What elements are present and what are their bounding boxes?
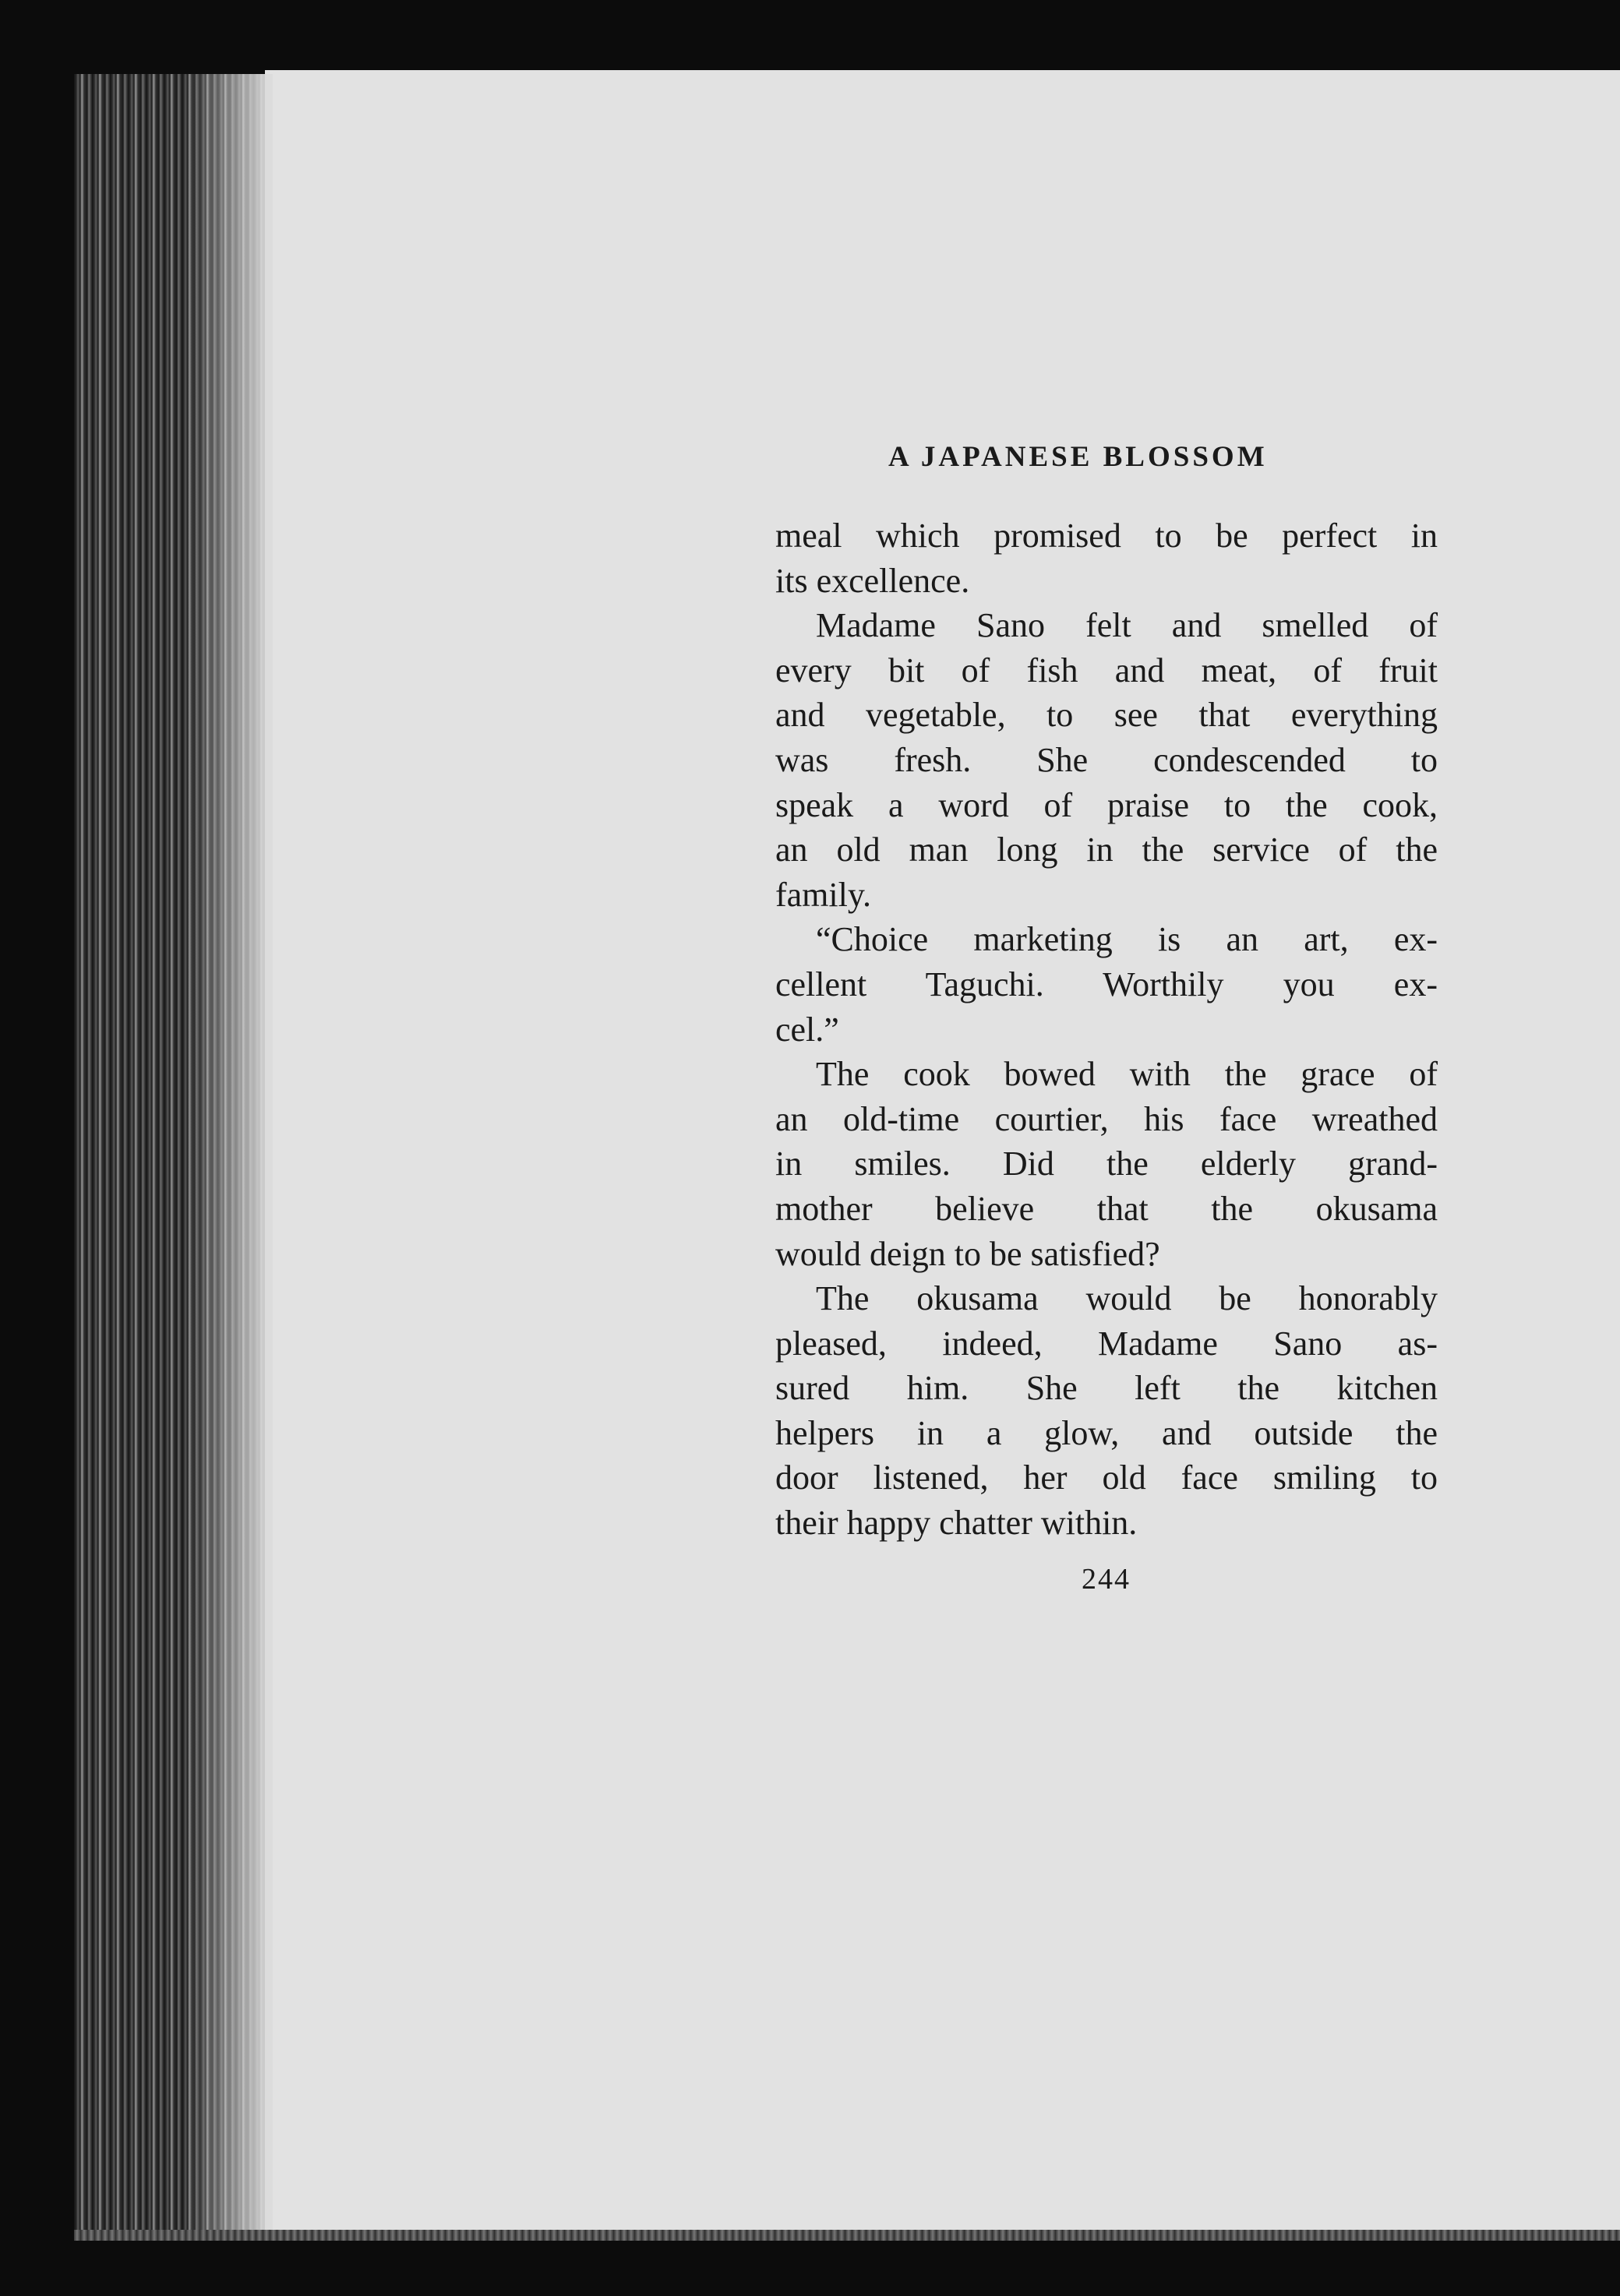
page-bottom-edge bbox=[74, 2230, 1620, 2241]
text-line: cellent Taguchi. Worthily you ex- bbox=[775, 965, 1438, 1003]
text-line: meal which promised to be perfect in bbox=[775, 517, 1438, 555]
text-line: their happy chatter within. bbox=[775, 1504, 1138, 1543]
text-line: speak a word of praise to the cook, bbox=[775, 785, 1438, 824]
text-line: and vegetable, to see that everything bbox=[775, 696, 1438, 735]
text-line: an old-time courtier, his face wreathed bbox=[775, 1099, 1438, 1138]
text-line: every bit of fish and meat, of fruit bbox=[775, 651, 1438, 690]
running-head: A JAPANESE BLOSSOM bbox=[888, 441, 1268, 473]
text-line: pleased, indeed, Madame Sano as- bbox=[775, 1324, 1438, 1363]
text-line: in smiles. Did the elderly grand- bbox=[775, 1144, 1438, 1183]
text-line: “Choice marketing is an art, ex- bbox=[816, 920, 1438, 959]
text-line: Madame Sano felt and smelled of bbox=[816, 606, 1438, 645]
text-line: mother believe that the okusama bbox=[775, 1189, 1438, 1228]
text-line: cel.” bbox=[775, 1010, 839, 1049]
text-line: door listened, her old face smiling to bbox=[775, 1458, 1438, 1497]
text-line: was fresh. She condescended to bbox=[775, 740, 1438, 779]
page-number: 244 bbox=[1082, 1563, 1131, 1596]
text-line: would deign to be satisfied? bbox=[775, 1234, 1160, 1273]
text-line: sured him. She left the kitchen bbox=[775, 1369, 1438, 1408]
spine-shadow bbox=[187, 74, 273, 2240]
text-line: The okusama would be honorably bbox=[816, 1279, 1438, 1318]
text-line: its excellence. bbox=[775, 561, 970, 600]
text-line: helpers in a glow, and outside the bbox=[775, 1413, 1438, 1452]
text-line: an old man long in the service of the bbox=[775, 831, 1438, 869]
body-text bbox=[775, 513, 1438, 1546]
text-line: family. bbox=[775, 875, 871, 914]
text-line: The cook bowed with the grace of bbox=[816, 1055, 1438, 1094]
